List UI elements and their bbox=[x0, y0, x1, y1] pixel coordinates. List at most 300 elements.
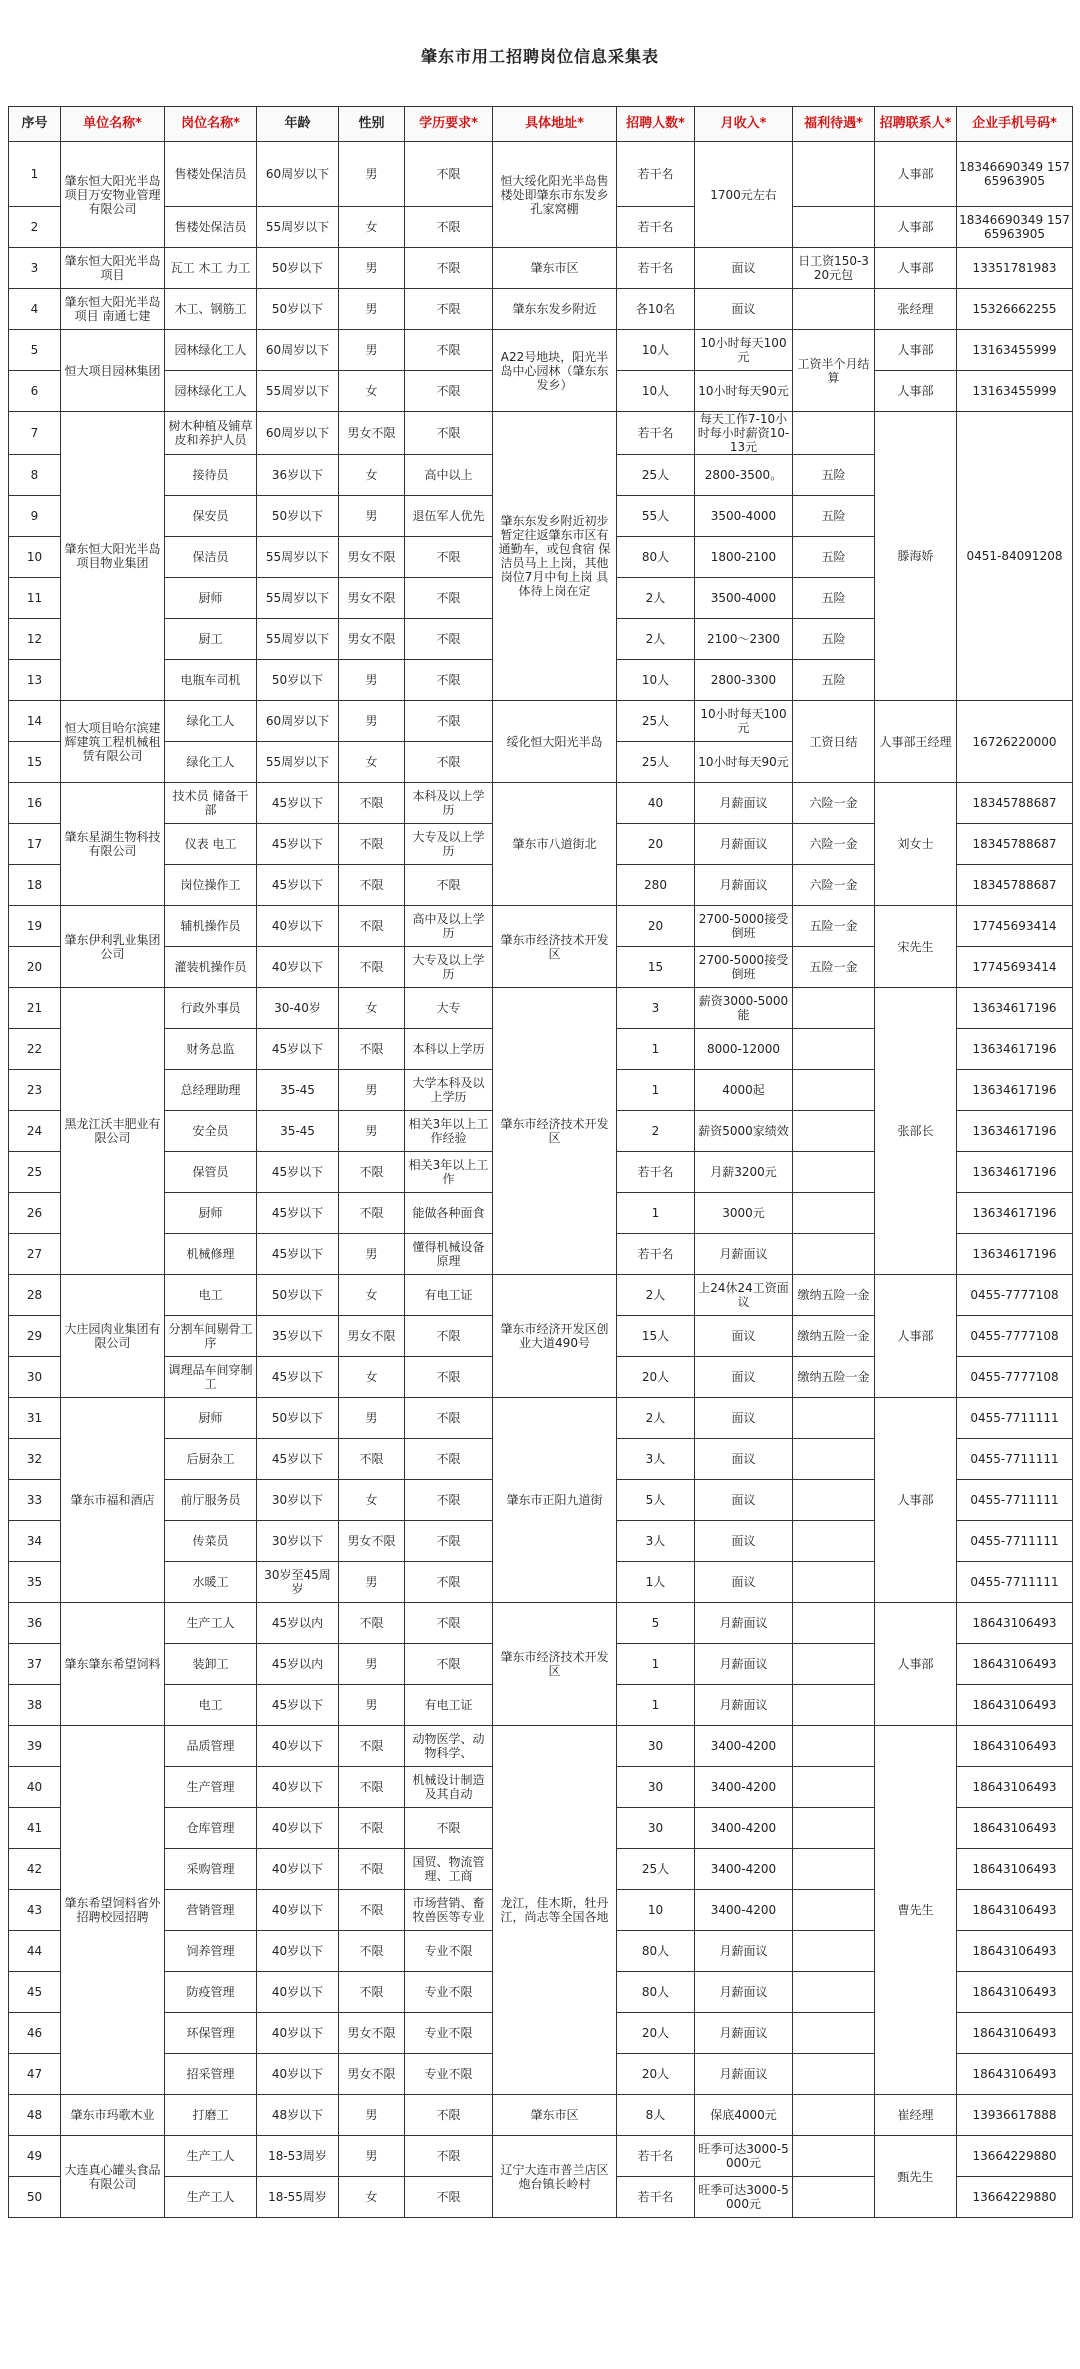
cell-age: 40岁以下 bbox=[257, 1849, 339, 1890]
cell-welfare: 五险 bbox=[793, 578, 875, 619]
cell-count: 10人 bbox=[617, 660, 695, 701]
cell-count: 25人 bbox=[617, 742, 695, 783]
cell-age: 40岁以下 bbox=[257, 947, 339, 988]
cell-edu: 不限 bbox=[405, 1357, 493, 1398]
cell-position: 园林绿化工人 bbox=[165, 330, 257, 371]
cell-address: 肇东市经济技术开发区 bbox=[493, 1603, 617, 1726]
cell-gender: 不限 bbox=[339, 947, 405, 988]
cell-position: 树木种植及铺草皮和养护人员 bbox=[165, 412, 257, 455]
cell-gender: 女 bbox=[339, 1275, 405, 1316]
cell-count: 15人 bbox=[617, 1316, 695, 1357]
cell-income: 每天工作7-10小时每小时薪资10-13元 bbox=[695, 412, 793, 455]
cell-count: 25人 bbox=[617, 1849, 695, 1890]
cell-gender: 男 bbox=[339, 701, 405, 742]
cell-welfare: 五险 bbox=[793, 619, 875, 660]
cell-position: 接待员 bbox=[165, 455, 257, 496]
cell-welfare: 六险一金 bbox=[793, 865, 875, 906]
cell-gender: 女 bbox=[339, 2177, 405, 2218]
cell-age: 50岁以下 bbox=[257, 289, 339, 330]
cell-contact: 宋先生 bbox=[875, 906, 957, 988]
cell-welfare: 五险 bbox=[793, 455, 875, 496]
document-title: 肇东市用工招聘岗位信息采集表 bbox=[420, 47, 659, 66]
cell-position: 绿化工人 bbox=[165, 742, 257, 783]
cell-age: 30岁以下 bbox=[257, 1480, 339, 1521]
cell-position: 分割车间剔骨工序 bbox=[165, 1316, 257, 1357]
cell-no: 21 bbox=[9, 988, 61, 1029]
header-position: 岗位名称* bbox=[165, 107, 257, 142]
cell-no: 24 bbox=[9, 1111, 61, 1152]
cell-gender: 男女不限 bbox=[339, 619, 405, 660]
cell-age: 60周岁以下 bbox=[257, 412, 339, 455]
cell-phone: 0455-7777108 bbox=[957, 1275, 1073, 1316]
cell-gender: 不限 bbox=[339, 906, 405, 947]
cell-gender: 男 bbox=[339, 1070, 405, 1111]
cell-welfare bbox=[793, 289, 875, 330]
cell-phone: 13634617196 bbox=[957, 1193, 1073, 1234]
cell-income: 3400-4200 bbox=[695, 1767, 793, 1808]
cell-position: 厨师 bbox=[165, 1398, 257, 1439]
cell-count: 5人 bbox=[617, 1480, 695, 1521]
cell-gender: 男女不限 bbox=[339, 1316, 405, 1357]
cell-income: 面议 bbox=[695, 289, 793, 330]
cell-gender: 男 bbox=[339, 1111, 405, 1152]
cell-edu: 相关3年以上工作经验 bbox=[405, 1111, 493, 1152]
cell-age: 40岁以下 bbox=[257, 1726, 339, 1767]
header-company: 单位名称* bbox=[61, 107, 165, 142]
cell-age: 18-53周岁 bbox=[257, 2136, 339, 2177]
cell-welfare bbox=[793, 1398, 875, 1439]
cell-company: 肇东市福和酒店 bbox=[61, 1398, 165, 1603]
cell-edu: 不限 bbox=[405, 1603, 493, 1644]
cell-no: 4 bbox=[9, 289, 61, 330]
cell-position: 厨工 bbox=[165, 619, 257, 660]
cell-welfare bbox=[793, 1726, 875, 1767]
cell-no: 2 bbox=[9, 207, 61, 248]
cell-address: 辽宁大连市普兰店区炮台镇长岭村 bbox=[493, 2136, 617, 2218]
cell-income: 面议 bbox=[695, 1562, 793, 1603]
cell-gender: 不限 bbox=[339, 1603, 405, 1644]
cell-age: 55周岁以下 bbox=[257, 371, 339, 412]
cell-gender: 不限 bbox=[339, 1193, 405, 1234]
cell-count: 1 bbox=[617, 1685, 695, 1726]
cell-edu: 不限 bbox=[405, 701, 493, 742]
cell-phone: 18643106493 bbox=[957, 1849, 1073, 1890]
table-row bbox=[9, 1726, 1073, 1767]
cell-age: 45岁以下 bbox=[257, 1193, 339, 1234]
cell-age: 45岁以下 bbox=[257, 865, 339, 906]
cell-edu: 不限 bbox=[405, 660, 493, 701]
table-row bbox=[9, 412, 1073, 455]
cell-position: 饲养管理 bbox=[165, 1931, 257, 1972]
cell-count: 10 bbox=[617, 1890, 695, 1931]
cell-gender: 男 bbox=[339, 289, 405, 330]
cell-no: 5 bbox=[9, 330, 61, 371]
table-row bbox=[9, 1603, 1073, 1644]
cell-age: 45岁以下 bbox=[257, 824, 339, 865]
cell-position: 绿化工人 bbox=[165, 701, 257, 742]
cell-count: 若干名 bbox=[617, 142, 695, 207]
cell-no: 20 bbox=[9, 947, 61, 988]
cell-income: 3400-4200 bbox=[695, 1890, 793, 1931]
cell-income: 2700-5000接受倒班 bbox=[695, 906, 793, 947]
cell-edu: 高中及以上学历 bbox=[405, 906, 493, 947]
cell-gender: 男 bbox=[339, 248, 405, 289]
cell-gender: 男女不限 bbox=[339, 578, 405, 619]
cell-contact: 人事部 bbox=[875, 1275, 957, 1398]
cell-gender: 不限 bbox=[339, 1726, 405, 1767]
cell-count: 2人 bbox=[617, 619, 695, 660]
cell-age: 40岁以下 bbox=[257, 906, 339, 947]
cell-age: 45岁以内 bbox=[257, 1644, 339, 1685]
cell-welfare: 缴纳五险一金 bbox=[793, 1275, 875, 1316]
cell-count: 80人 bbox=[617, 537, 695, 578]
cell-income: 月薪面议 bbox=[695, 1644, 793, 1685]
cell-income: 2100～2300 bbox=[695, 619, 793, 660]
cell-no: 6 bbox=[9, 371, 61, 412]
cell-no: 39 bbox=[9, 1726, 61, 1767]
cell-count: 若干名 bbox=[617, 1152, 695, 1193]
cell-address: 肇东市经济开发区创业大道490号 bbox=[493, 1275, 617, 1398]
cell-gender: 不限 bbox=[339, 865, 405, 906]
cell-phone: 18346690349 15765963905 bbox=[957, 142, 1073, 207]
cell-position: 行政外事员 bbox=[165, 988, 257, 1029]
cell-edu: 不限 bbox=[405, 1439, 493, 1480]
cell-gender: 不限 bbox=[339, 824, 405, 865]
cell-income: 面议 bbox=[695, 1480, 793, 1521]
cell-gender: 男 bbox=[339, 142, 405, 207]
cell-age: 55周岁以下 bbox=[257, 207, 339, 248]
cell-no: 32 bbox=[9, 1439, 61, 1480]
cell-income: 3400-4200 bbox=[695, 1808, 793, 1849]
cell-position: 装卸工 bbox=[165, 1644, 257, 1685]
cell-welfare: 缴纳五险一金 bbox=[793, 1357, 875, 1398]
cell-phone: 13634617196 bbox=[957, 1152, 1073, 1193]
table-row bbox=[9, 783, 1073, 824]
cell-position: 电工 bbox=[165, 1275, 257, 1316]
cell-no: 47 bbox=[9, 2054, 61, 2095]
cell-edu: 不限 bbox=[405, 142, 493, 207]
cell-income: 月薪面议 bbox=[695, 1931, 793, 1972]
cell-age: 40岁以下 bbox=[257, 1767, 339, 1808]
cell-phone: 13163455999 bbox=[957, 371, 1073, 412]
cell-no: 22 bbox=[9, 1029, 61, 1070]
cell-income: 薪资3000-5000能 bbox=[695, 988, 793, 1029]
cell-edu: 不限 bbox=[405, 619, 493, 660]
cell-income: 2800-3500。 bbox=[695, 455, 793, 496]
cell-edu: 不限 bbox=[405, 330, 493, 371]
cell-contact: 人事部 bbox=[875, 1603, 957, 1726]
cell-income: 月薪面议 bbox=[695, 865, 793, 906]
cell-no: 43 bbox=[9, 1890, 61, 1931]
cell-address: 肇东市区 bbox=[493, 2095, 617, 2136]
cell-no: 45 bbox=[9, 1972, 61, 2013]
cell-edu: 不限 bbox=[405, 865, 493, 906]
cell-age: 36岁以下 bbox=[257, 455, 339, 496]
cell-welfare bbox=[793, 1644, 875, 1685]
cell-income: 月薪面议 bbox=[695, 783, 793, 824]
cell-edu: 不限 bbox=[405, 2095, 493, 2136]
cell-welfare bbox=[793, 1193, 875, 1234]
cell-income: 10小时每天90元 bbox=[695, 371, 793, 412]
table-row bbox=[9, 142, 1073, 207]
cell-income: 月薪面议 bbox=[695, 824, 793, 865]
cell-edu: 不限 bbox=[405, 1398, 493, 1439]
cell-welfare bbox=[793, 1439, 875, 1480]
cell-gender: 男 bbox=[339, 2136, 405, 2177]
cell-no: 27 bbox=[9, 1234, 61, 1275]
cell-welfare bbox=[793, 1562, 875, 1603]
cell-phone: 18643106493 bbox=[957, 1726, 1073, 1767]
cell-no: 3 bbox=[9, 248, 61, 289]
cell-phone: 15326662255 bbox=[957, 289, 1073, 330]
cell-count: 1 bbox=[617, 1193, 695, 1234]
cell-phone: 0455-7711111 bbox=[957, 1521, 1073, 1562]
cell-phone: 17745693414 bbox=[957, 906, 1073, 947]
cell-contact: 张经理 bbox=[875, 289, 957, 330]
cell-income: 3400-4200 bbox=[695, 1726, 793, 1767]
cell-age: 40岁以下 bbox=[257, 1931, 339, 1972]
cell-contact: 人事部 bbox=[875, 207, 957, 248]
cell-edu: 不限 bbox=[405, 742, 493, 783]
cell-welfare bbox=[793, 2054, 875, 2095]
cell-position: 后厨杂工 bbox=[165, 1439, 257, 1480]
cell-gender: 不限 bbox=[339, 1890, 405, 1931]
cell-contact: 甄先生 bbox=[875, 2136, 957, 2218]
cell-address: 肇东市经济技术开发区 bbox=[493, 988, 617, 1275]
cell-position: 总经理助理 bbox=[165, 1070, 257, 1111]
cell-age: 50岁以下 bbox=[257, 1275, 339, 1316]
cell-count: 15 bbox=[617, 947, 695, 988]
cell-position: 仓库管理 bbox=[165, 1808, 257, 1849]
cell-phone: 18643106493 bbox=[957, 1890, 1073, 1931]
cell-count: 2 bbox=[617, 1111, 695, 1152]
cell-gender: 男女不限 bbox=[339, 412, 405, 455]
cell-age: 30岁以下 bbox=[257, 1521, 339, 1562]
cell-count: 若干名 bbox=[617, 248, 695, 289]
cell-no: 31 bbox=[9, 1398, 61, 1439]
cell-company: 肇东伊利乳业集团公司 bbox=[61, 906, 165, 988]
cell-position: 生产管理 bbox=[165, 1767, 257, 1808]
cell-income: 4000起 bbox=[695, 1070, 793, 1111]
cell-income: 月薪3200元 bbox=[695, 1152, 793, 1193]
cell-no: 34 bbox=[9, 1521, 61, 1562]
cell-phone: 13664229880 bbox=[957, 2136, 1073, 2177]
cell-welfare bbox=[793, 1152, 875, 1193]
header-contact: 招聘联系人* bbox=[875, 107, 957, 142]
cell-edu: 本科以上学历 bbox=[405, 1029, 493, 1070]
cell-no: 13 bbox=[9, 660, 61, 701]
cell-position: 采购管理 bbox=[165, 1849, 257, 1890]
cell-income: 月薪面议 bbox=[695, 2054, 793, 2095]
cell-welfare bbox=[793, 2177, 875, 2218]
cell-phone: 0451-84091208 bbox=[957, 412, 1073, 701]
cell-income: 面议 bbox=[695, 1398, 793, 1439]
cell-count: 20 bbox=[617, 824, 695, 865]
cell-no: 28 bbox=[9, 1275, 61, 1316]
cell-no: 17 bbox=[9, 824, 61, 865]
cell-count: 3 bbox=[617, 988, 695, 1029]
cell-company: 肇东恒大阳光半岛项目 bbox=[61, 248, 165, 289]
cell-welfare: 工资半个月结算 bbox=[793, 330, 875, 412]
cell-gender: 男 bbox=[339, 330, 405, 371]
cell-no: 30 bbox=[9, 1357, 61, 1398]
cell-edu: 不限 bbox=[405, 1644, 493, 1685]
cell-count: 80人 bbox=[617, 1972, 695, 2013]
cell-no: 38 bbox=[9, 1685, 61, 1726]
cell-count: 若干名 bbox=[617, 412, 695, 455]
cell-no: 25 bbox=[9, 1152, 61, 1193]
cell-age: 60周岁以下 bbox=[257, 330, 339, 371]
cell-no: 8 bbox=[9, 455, 61, 496]
cell-no: 7 bbox=[9, 412, 61, 455]
cell-edu: 不限 bbox=[405, 248, 493, 289]
cell-phone: 18643106493 bbox=[957, 2054, 1073, 2095]
cell-welfare: 六险一金 bbox=[793, 824, 875, 865]
cell-edu: 专业不限 bbox=[405, 1931, 493, 1972]
cell-income: 面议 bbox=[695, 1439, 793, 1480]
cell-count: 30 bbox=[617, 1726, 695, 1767]
cell-edu: 机械设计制造及其自动 bbox=[405, 1767, 493, 1808]
header-welfare: 福利待遇* bbox=[793, 107, 875, 142]
cell-contact: 崔经理 bbox=[875, 2095, 957, 2136]
cell-gender: 男 bbox=[339, 1562, 405, 1603]
cell-phone: 13634617196 bbox=[957, 1111, 1073, 1152]
cell-count: 20人 bbox=[617, 2054, 695, 2095]
cell-age: 45岁以下 bbox=[257, 1439, 339, 1480]
cell-count: 1 bbox=[617, 1070, 695, 1111]
cell-position: 财务总监 bbox=[165, 1029, 257, 1070]
cell-contact: 滕海娇 bbox=[875, 412, 957, 701]
cell-position: 技术员 储备干部 bbox=[165, 783, 257, 824]
cell-phone: 13163455999 bbox=[957, 330, 1073, 371]
cell-position: 水暖工 bbox=[165, 1562, 257, 1603]
cell-welfare bbox=[793, 142, 875, 207]
cell-no: 41 bbox=[9, 1808, 61, 1849]
cell-age: 40岁以下 bbox=[257, 1890, 339, 1931]
cell-gender: 不限 bbox=[339, 1931, 405, 1972]
cell-position: 生产工人 bbox=[165, 2177, 257, 2218]
cell-count: 8人 bbox=[617, 2095, 695, 2136]
cell-edu: 动物医学、动物科学、 bbox=[405, 1726, 493, 1767]
cell-welfare bbox=[793, 412, 875, 455]
cell-no: 36 bbox=[9, 1603, 61, 1644]
cell-count: 若干名 bbox=[617, 2136, 695, 2177]
cell-count: 80人 bbox=[617, 1931, 695, 1972]
cell-phone: 13351781983 bbox=[957, 248, 1073, 289]
cell-income: 旺季可达3000-5000元 bbox=[695, 2136, 793, 2177]
cell-count: 2人 bbox=[617, 578, 695, 619]
cell-gender: 不限 bbox=[339, 1152, 405, 1193]
cell-phone: 13634617196 bbox=[957, 1029, 1073, 1070]
cell-no: 35 bbox=[9, 1562, 61, 1603]
cell-no: 9 bbox=[9, 496, 61, 537]
cell-edu: 退伍军人优先 bbox=[405, 496, 493, 537]
cell-count: 2人 bbox=[617, 1275, 695, 1316]
cell-income: 月薪面议 bbox=[695, 2013, 793, 2054]
cell-welfare bbox=[793, 1521, 875, 1562]
cell-age: 45岁以下 bbox=[257, 1029, 339, 1070]
cell-position: 营销管理 bbox=[165, 1890, 257, 1931]
cell-welfare: 工资日结 bbox=[793, 701, 875, 783]
cell-age: 35-45 bbox=[257, 1070, 339, 1111]
cell-contact: 人事部 bbox=[875, 1398, 957, 1603]
cell-age: 50岁以下 bbox=[257, 248, 339, 289]
cell-phone: 13634617196 bbox=[957, 1070, 1073, 1111]
cell-address: 肇东东发乡附近初步暂定往返肇东市区有通勤车，或包食宿 保洁员马上上岗，其他岗位7月中旬上岗 具体待上岗在定 bbox=[493, 412, 617, 701]
cell-phone: 18643106493 bbox=[957, 1644, 1073, 1685]
cell-contact: 人事部王经理 bbox=[875, 701, 957, 783]
cell-age: 40岁以下 bbox=[257, 2054, 339, 2095]
cell-position: 安全员 bbox=[165, 1111, 257, 1152]
header-age: 年龄 bbox=[257, 107, 339, 142]
cell-income: 10小时每天100元 bbox=[695, 330, 793, 371]
cell-income: 2800-3300 bbox=[695, 660, 793, 701]
cell-gender: 不限 bbox=[339, 783, 405, 824]
cell-position: 机械修理 bbox=[165, 1234, 257, 1275]
cell-count: 30 bbox=[617, 1808, 695, 1849]
cell-no: 42 bbox=[9, 1849, 61, 1890]
cell-age: 50岁以下 bbox=[257, 1398, 339, 1439]
cell-age: 45岁以下 bbox=[257, 783, 339, 824]
cell-contact: 人事部 bbox=[875, 330, 957, 371]
cell-position: 厨师 bbox=[165, 1193, 257, 1234]
cell-welfare: 日工资150-320元包 bbox=[793, 248, 875, 289]
cell-gender: 男 bbox=[339, 1685, 405, 1726]
cell-address: 肇东市八道街北 bbox=[493, 783, 617, 906]
cell-no: 10 bbox=[9, 537, 61, 578]
cell-no: 29 bbox=[9, 1316, 61, 1357]
header-no: 序号 bbox=[9, 107, 61, 142]
cell-address: 肇东市区 bbox=[493, 248, 617, 289]
cell-edu: 不限 bbox=[405, 207, 493, 248]
header-row bbox=[9, 107, 1073, 142]
cell-no: 33 bbox=[9, 1480, 61, 1521]
cell-phone: 18345788687 bbox=[957, 783, 1073, 824]
cell-company: 恒大项目哈尔滨建辉建筑工程机械租赁有限公司 bbox=[61, 701, 165, 783]
cell-position: 辅机操作员 bbox=[165, 906, 257, 947]
cell-position: 环保管理 bbox=[165, 2013, 257, 2054]
cell-no: 50 bbox=[9, 2177, 61, 2218]
cell-count: 3人 bbox=[617, 1521, 695, 1562]
cell-gender: 不限 bbox=[339, 1972, 405, 2013]
cell-age: 35-45 bbox=[257, 1111, 339, 1152]
cell-gender: 男女不限 bbox=[339, 2013, 405, 2054]
cell-count: 25人 bbox=[617, 455, 695, 496]
cell-gender: 不限 bbox=[339, 1849, 405, 1890]
cell-income: 月薪面议 bbox=[695, 1603, 793, 1644]
cell-welfare: 五险 bbox=[793, 537, 875, 578]
cell-age: 55周岁以下 bbox=[257, 742, 339, 783]
cell-count: 1人 bbox=[617, 1562, 695, 1603]
cell-age: 40岁以下 bbox=[257, 1808, 339, 1849]
cell-contact: 人事部 bbox=[875, 142, 957, 207]
cell-contact: 人事部 bbox=[875, 371, 957, 412]
cell-position: 生产工人 bbox=[165, 2136, 257, 2177]
cell-no: 12 bbox=[9, 619, 61, 660]
cell-no: 26 bbox=[9, 1193, 61, 1234]
cell-gender: 男女不限 bbox=[339, 1521, 405, 1562]
cell-age: 55周岁以下 bbox=[257, 578, 339, 619]
cell-edu: 大专及以上学历 bbox=[405, 824, 493, 865]
header-address: 具体地址* bbox=[493, 107, 617, 142]
cell-position: 品质管理 bbox=[165, 1726, 257, 1767]
cell-no: 15 bbox=[9, 742, 61, 783]
cell-income: 月薪面议 bbox=[695, 1685, 793, 1726]
cell-age: 48岁以下 bbox=[257, 2095, 339, 2136]
cell-count: 各10名 bbox=[617, 289, 695, 330]
cell-edu: 不限 bbox=[405, 1562, 493, 1603]
cell-edu: 专业不限 bbox=[405, 2013, 493, 2054]
